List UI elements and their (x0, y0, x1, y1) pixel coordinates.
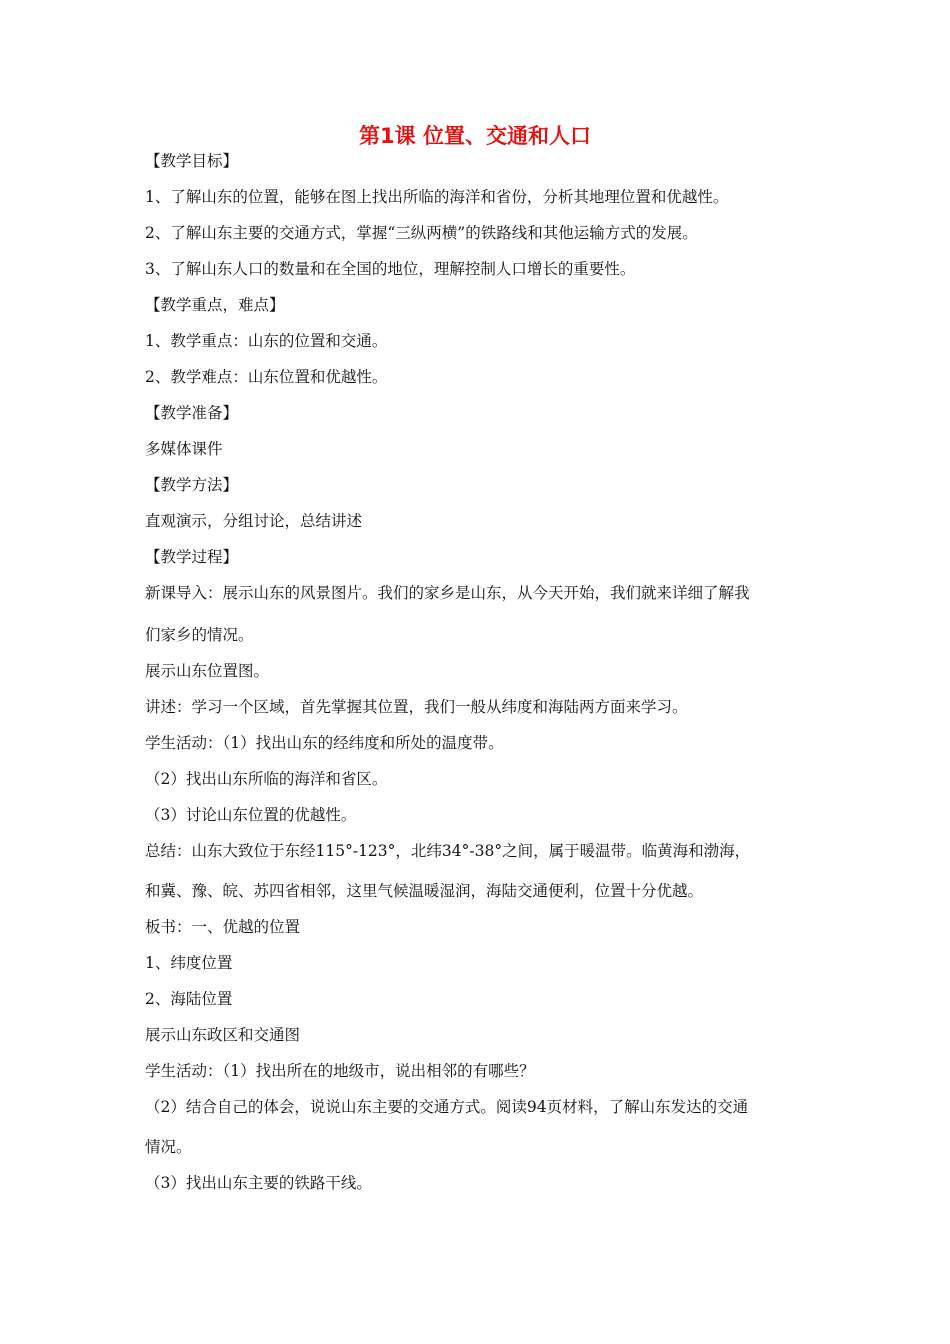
section-heading-preparation: 【教学准备】 (145, 404, 239, 422)
process-line: 展示山东政区和交通图 (145, 1026, 301, 1044)
methods-text: 直观演示，分组讨论，总结讲述 (145, 512, 363, 530)
process-line: 学生活动：（1）找出山东的经纬度和所处的温度带。 (145, 734, 504, 752)
process-line: 展示山东位置图。 (145, 662, 270, 680)
lesson-title: 第1课 位置、交通和人口 (359, 124, 591, 148)
process-line: （2）找出山东所临的海洋和省区。 (145, 770, 388, 788)
process-line: 新课导入：展示山东的风景图片。我们的家乡是山东，从今天开始，我们就来详细了解我 (145, 584, 750, 602)
key-point-line-2: 2、教学难点：山东位置和优越性。 (145, 368, 388, 386)
objective-line-1: 1、了解山东的位置，能够在图上找出所临的海洋和省份，分析其地理位置和优越性。 (145, 188, 729, 206)
preparation-text: 多媒体课件 (145, 440, 223, 458)
process-line: 2、海陆位置 (145, 990, 233, 1008)
process-line: 1、纬度位置 (145, 954, 233, 972)
process-line: 学生活动：（1）找出所在的地级市，说出相邻的有哪些？ (145, 1062, 535, 1080)
process-line: 总结：山东大致位于东经115°-123°，北纬34°-38°之间，属于暖温带。临黄海和渤海， (145, 842, 751, 860)
process-line: 讲述：学习一个区域，首先掌握其位置，我们一般从纬度和海陆两方面来学习。 (145, 698, 688, 716)
section-heading-process: 【教学过程】 (145, 548, 239, 566)
objective-line-2: 2、了解山东主要的交通方式，掌握“三纵两横”的铁路线和其他运输方式的发展。 (145, 224, 698, 242)
process-line: （3）找出山东主要的铁路干线。 (145, 1174, 372, 1192)
objective-line-3: 3、了解山东人口的数量和在全国的地位，理解控制人口增长的重要性。 (145, 260, 636, 278)
section-heading-key-points: 【教学重点，难点】 (145, 296, 285, 314)
process-line: （3）讨论山东位置的优越性。 (145, 806, 357, 824)
key-point-line-1: 1、教学重点：山东的位置和交通。 (145, 332, 388, 350)
section-heading-methods: 【教学方法】 (145, 476, 239, 494)
process-line: 情况。 (145, 1138, 192, 1156)
section-heading-objectives: 【教学目标】 (145, 152, 239, 170)
process-line: 和冀、豫、皖、苏四省相邻，这里气候温暖湿润，海陆交通便利，位置十分优越。 (145, 882, 704, 900)
process-line: 们家乡的情况。 (145, 626, 254, 644)
process-line: 板书：一、优越的位置 (145, 918, 301, 936)
process-line: （2）结合自己的体会，说说山东主要的交通方式。阅读94页材料，了解山东发达的交通 (145, 1098, 749, 1116)
